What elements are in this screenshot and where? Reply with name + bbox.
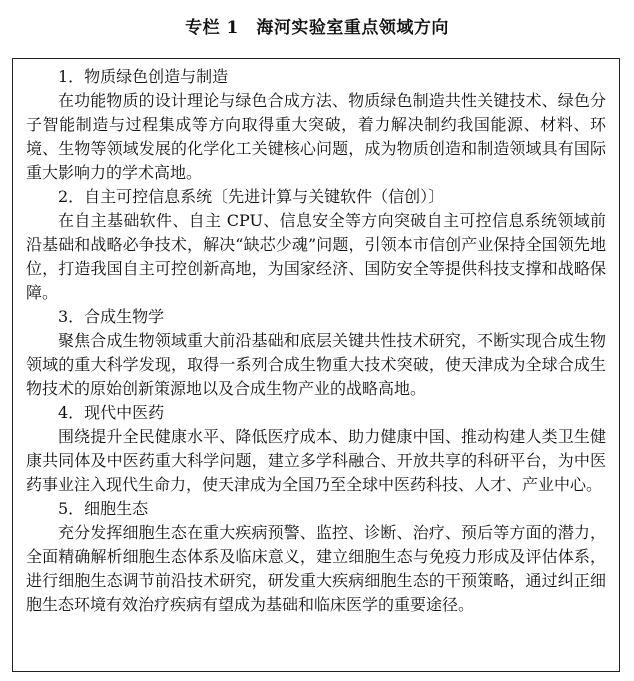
section-body: 聚焦合成生物领域重大前沿基础和底层关键共性技术研究，不断实现合成生物领域的重大科学发现，取得一系列合成生物重大技术突破，使天津成为全球合成生物技术的原始创新策源地以及合成生物产业的战略高地。 (26, 331, 606, 398)
column-box (12, 58, 620, 672)
section-heading: 4．现代中医药 (58, 403, 165, 422)
section-material-green-manufacturing (26, 65, 606, 185)
section-heading: 2．自主可控信息系统〔先进计算与关键软件（信创）〕 (58, 187, 445, 206)
section-body: 围绕提升全民健康水平、降低医疗成本、助力健康中国、推动构建人类卫生健康共同体及中医药重大科学问题，建立多学科融合、开放共享的科研平台，为中医药事业注入现代生命力，使天津成为全国乃至全球中医药科技、人才、产业中心。 (26, 427, 606, 494)
section-heading: 1．物质绿色创造与制造 (58, 67, 229, 86)
section-heading: 3．合成生物学 (58, 307, 165, 326)
section-heading: 5．细胞生态 (58, 499, 149, 518)
section-body: 充分发挥细胞生态在重大疾病预警、监控、诊断、治疗、预后等方面的潜力，全面精确解析细胞生态体系及临床意义，建立细胞生态与免疫力形成及评估体系，进行细胞生态调节前沿技术研究，研发重大疾病细胞生态的干预策略，通过纠正细胞生态环境有效治疗疾病有望成为基础和临床医学的重要途径。 (26, 523, 606, 614)
section-synthetic-biology (26, 305, 606, 401)
section-body: 在自主基础软件、自主 CPU、信息安全等方向突破自主可控信息系统领域前沿基础和战略必争技术，解决“缺芯少魂”问题，引领本市信创产业保持全国领先地位，打造我国自主可控创新高地，为国家经济、国防安全等提供科技支撑和战略保障。 (26, 211, 606, 302)
section-information-systems (26, 185, 606, 305)
page-title: 专栏 1 海河实验室重点领域方向 (185, 18, 449, 38)
section-body: 在功能物质的设计理论与绿色合成方法、物质绿色制造共性关键技术、绿色分子智能制造与过程集成等方向取得重大突破，着力解决制约我国能源、材料、环境、生物等领域发展的化学化工关键核心问题，成为物质创造和制造领域具有国际重大影响力的学术高地。 (26, 91, 606, 182)
section-cell-ecology (26, 497, 606, 617)
section-modern-tcm (26, 401, 606, 497)
